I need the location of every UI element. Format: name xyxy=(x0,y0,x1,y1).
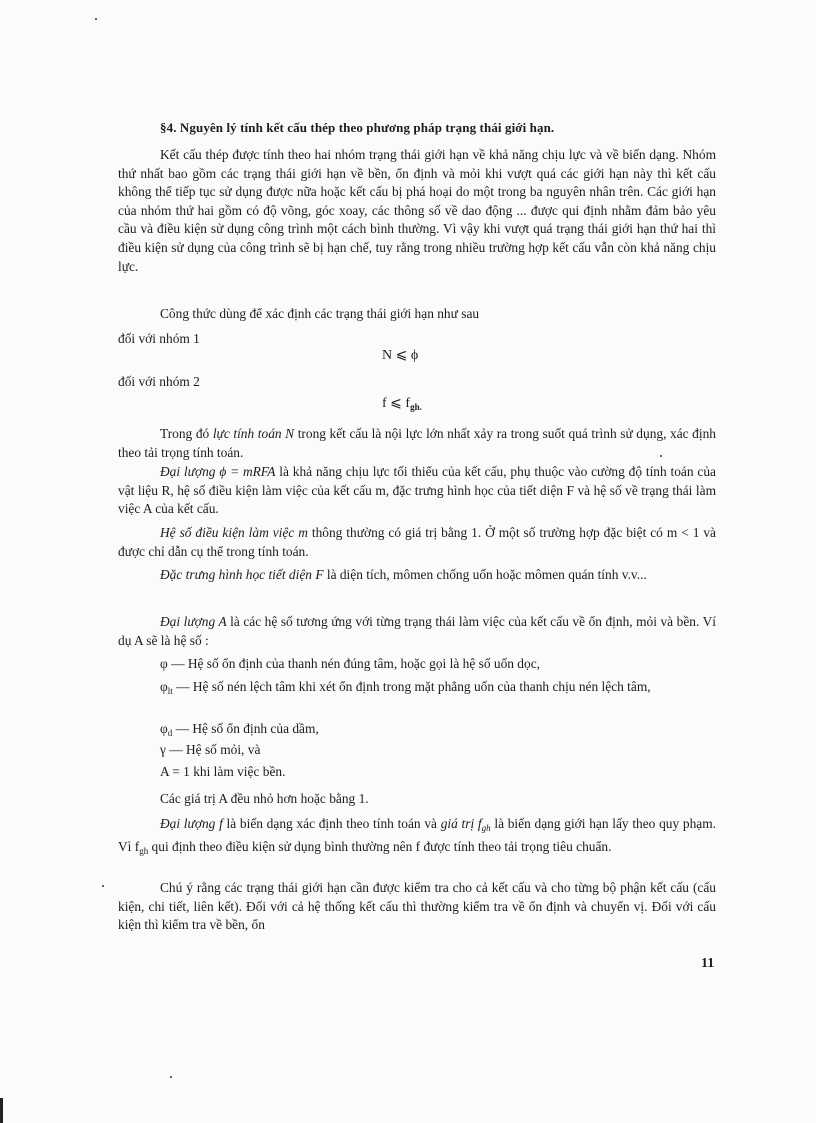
page-number: 11 xyxy=(701,956,715,971)
scan-speck xyxy=(95,18,97,20)
list-item-beam xyxy=(118,720,716,743)
item2-sub: lt xyxy=(167,686,173,696)
item2-symbol: φ xyxy=(160,679,168,694)
formula2-sub: gh. xyxy=(410,402,422,412)
paragraph-work-factor xyxy=(118,524,716,561)
paragraph-a-values: Các giá trị A đều nhỏ hơn hoặc bằng 1. xyxy=(160,791,369,806)
p9-sub: gh xyxy=(481,823,491,833)
paragraph-factor-a xyxy=(118,613,716,650)
paragraph-deformation xyxy=(118,815,716,860)
p9-rest2: qui định theo điều kiện sử dụng bình thường nên f được tính theo tải trọng tiêu chuẩn. xyxy=(148,838,612,854)
paragraph-capacity xyxy=(118,463,716,519)
paragraph-checking: Chú ý rằng các trạng thái giới hạn cần được kiểm tra cho cả kết cấu và cho từng bộ phận kết cấu (cấu kiện, chi tiết, liên kết). Đối với cả hệ thống kết cấu thì thường kiểm tra về ổn định và chuyển vị. Đối với cấu kiện thì kiểm tra về bền, ổn xyxy=(118,880,716,933)
item3-sub: d xyxy=(167,728,173,738)
list-item-strength: A = 1 khi làm việc bền. xyxy=(160,764,286,779)
list-item-buckling: φ — Hệ số ổn định của thanh nén đúng tâm, hoặc gọi là hệ số uốn dọc, xyxy=(160,656,540,671)
list-item-fatigue: γ — Hệ số mỏi, và xyxy=(160,742,261,757)
formula2-main: f ⩽ f xyxy=(382,396,411,411)
p6-term: Đặc trưng hình học tiết diện F xyxy=(160,567,324,582)
group2-label: đối với nhóm 2 xyxy=(118,374,200,389)
p7-rest: là các hệ số tương ứng với từng trạng thái làm việc của kết cấu về ổn định, mỏi và bền. Ví dụ A sẽ là hệ số : xyxy=(118,614,716,648)
scan-speck xyxy=(102,885,104,887)
group1-label: đối với nhóm 1 xyxy=(118,331,200,346)
p9-term: Đại lượng f xyxy=(160,816,223,831)
item2-text: — Hệ số nén lệch tâm khi xét ổn định trong mặt phẳng uốn của thanh chịu nén lệch tâm, xyxy=(172,679,651,694)
p6-rest: là diện tích, mômen chống uốn hoặc mômen quán tính v.v... xyxy=(323,567,647,582)
scan-speck xyxy=(170,1076,172,1078)
paragraph-limit-states: Kết cấu thép được tính theo hai nhóm trạng thái giới hạn về khả năng chịu lực và về biến dạng. Nhóm thứ nhất bao gồm các trạng thái giới hạn về bền, ổn định và mỏi khi vượt quá các giới hạn này thì kết cấu không thể tiếp tục sử dụng được nữa hoặc kết cấu bị phá hoại do một trong ba nguyên nhân trên. Các giới hạn của nhóm thứ hai gồm có độ võng, góc xoay, các thông số về dao động ... được qui định nhằm đảm bảo yêu cầu và điều kiện sử dụng công trình một cách bình thường. Vì vậy khi vượt quá trạng thái giới hạn thứ hai thì điều kiện sử dụng của công trình sẽ bị hạn chế, tuy rằng trong nhiều trường hợp kết cấu vẫn còn khả năng chịu lực. xyxy=(118,147,716,274)
paragraph-formula-intro: Công thức dùng để xác định các trạng thái giới hạn như sau xyxy=(160,306,480,321)
p3-rest: trong kết cấu là nội lực lớn nhất xảy ra trong suốt quá trình sử dụng, xác định theo tải trọng tính toán. xyxy=(118,426,716,460)
section-heading: §4. Nguyên lý tính kết cấu thép theo phương pháp trạng thái giới hạn. xyxy=(160,120,555,135)
formula-group2 xyxy=(382,395,422,412)
item3-text: — Hệ số ổn định của dầm, xyxy=(172,721,319,736)
p7-term: Đại lượng A xyxy=(160,614,227,629)
paragraph-section-property xyxy=(118,566,716,585)
item3-symbol: φ xyxy=(160,721,168,736)
paragraph-design-force xyxy=(118,425,716,462)
list-item-eccentric xyxy=(118,678,716,701)
p4-term: Đại lượng ϕ = mRFA xyxy=(160,464,276,479)
p3-term: lực tính toán N xyxy=(212,426,295,441)
p9-sub2: gh xyxy=(139,845,149,856)
scan-speck xyxy=(660,455,662,457)
scan-edge-mark xyxy=(0,1098,3,1123)
p5-term: Hệ số điều kiện làm việc m xyxy=(160,525,308,540)
p4-rest: là khả năng chịu lực tối thiểu của kết cấu, phụ thuộc vào cường độ tính toán của vật liệu R, hệ số điều kiện làm việc của kết cấu m, đặc trưng hình học của tiết diện F và hệ số về trạng thái làm việc A của kết cấu. xyxy=(118,464,716,517)
p9-rest: là biến dạng giới hạn lấy theo quy phạm. Vì f xyxy=(118,816,716,854)
p9-term2: giá trị f xyxy=(440,816,482,831)
p9-mid: là biến dạng xác định theo tính toán và xyxy=(222,816,441,831)
p3-lead: Trong đó xyxy=(160,426,213,441)
formula-group1: N ⩽ ϕ xyxy=(382,348,419,363)
p5-rest: thông thường có giá trị bằng 1. Ở một số trường hợp đặc biệt có m < 1 và được chỉ dẫn cụ thể trong tính toán. xyxy=(118,525,716,559)
